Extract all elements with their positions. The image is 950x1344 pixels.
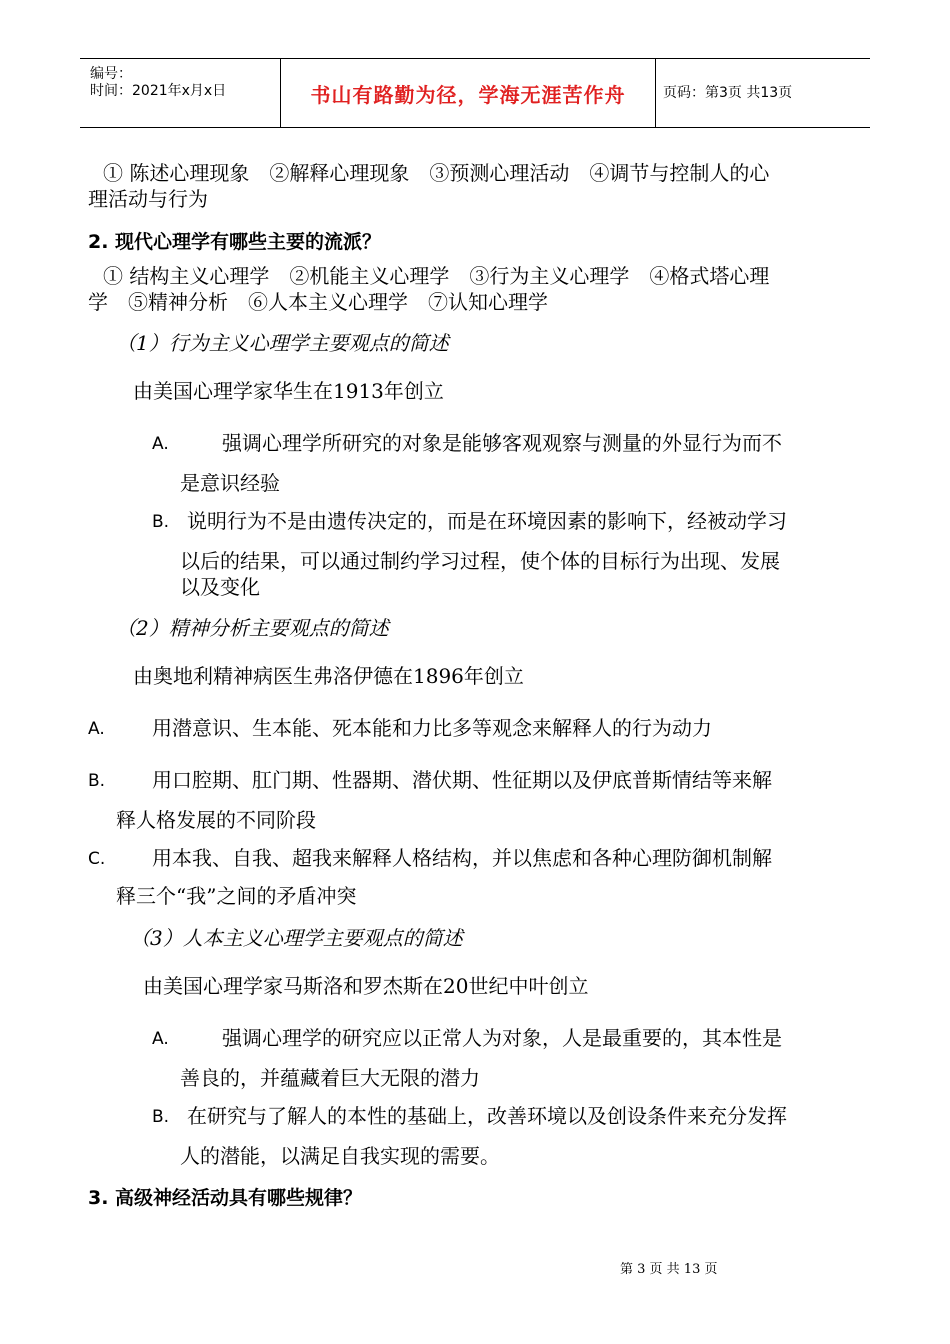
header-motto: 书山有路勤为径，学海无涯苦作舟	[310, 82, 626, 107]
s1-b-line3: 以及变化	[180, 575, 260, 599]
header-motto-cell	[280, 59, 656, 127]
s2-b-label: B.	[88, 771, 106, 791]
s2-b-line1: 用口腔期、肛门期、性器期、潜伏期、性征期以及伊底普斯情结等来解	[152, 768, 772, 792]
s2-title: （2）精神分析主要观点的简述	[116, 616, 389, 640]
p1-line1: ① 陈述心理现象 ②解释心理现象 ③预测心理活动 ④调节与控制人的心	[103, 161, 770, 185]
s2-a-line1: 用潜意识、生本能、死本能和力比多等观念来解释人的行为动力	[152, 716, 712, 740]
header-page-info: 页码：第3页 共13页	[663, 85, 793, 101]
s2-founder: 由奥地利精神病医生弗洛伊德在1896年创立	[133, 664, 524, 688]
s3-title: （3）人本主义心理学主要观点的简述	[130, 926, 463, 950]
q3-heading: 3. 高级神经活动具有哪些规律？	[88, 1187, 363, 1209]
s1-b-line2: 以后的结果，可以通过制约学习过程，使个体的目标行为出现、发展	[180, 549, 780, 573]
p1-line2: 理活动与行为	[88, 187, 208, 211]
s1-a-line2: 是意识经验	[180, 471, 280, 495]
s2-b-line2: 释人格发展的不同阶段	[116, 808, 316, 832]
s2-a-label: A.	[88, 719, 105, 739]
s1-b-line1: 说明行为不是由遗传决定的，而是在环境因素的影响下，经被动学习	[187, 509, 787, 533]
time-label: 时间：2021年x月x日	[90, 83, 227, 99]
s1-title: （1）行为主义心理学主要观点的简述	[116, 331, 449, 355]
q2-heading: 2. 现代心理学有哪些主要的流派？	[88, 231, 382, 253]
s3-b-line1: 在研究与了解人的本性的基础上，改善环境以及创设条件来充分发挥	[187, 1104, 787, 1128]
page-header	[80, 58, 870, 128]
s3-b-label: B.	[152, 1107, 170, 1127]
s3-founder: 由美国心理学家马斯洛和罗杰斯在20世纪中叶创立	[143, 974, 589, 998]
s1-b-label: B.	[152, 512, 170, 532]
header-page-cell	[655, 59, 878, 127]
q2-line2: 学 ⑤精神分析 ⑥人本主义心理学 ⑦认知心理学	[88, 290, 548, 314]
s3-a-line1: 强调心理学的研究应以正常人为对象，人是最重要的，其本性是	[222, 1026, 782, 1050]
number-label: 编号：	[90, 66, 132, 82]
page-footer: 第 3 页 共 13 页	[620, 1262, 718, 1277]
q2-line1: ① 结构主义心理学 ②机能主义心理学 ③行为主义心理学 ④格式塔心理	[103, 264, 770, 288]
s3-a-label: A.	[152, 1029, 169, 1049]
s3-a-line2: 善良的，并蕴藏着巨大无限的潜力	[180, 1066, 480, 1090]
s1-founder: 由美国心理学家华生在1913年创立	[133, 379, 444, 403]
s1-a-line1: 强调心理学所研究的对象是能够客观观察与测量的外显行为而不	[222, 431, 782, 455]
header-meta	[80, 59, 280, 127]
s2-c-line1: 用本我、自我、超我来解释人格结构，并以焦虑和各种心理防御机制解	[152, 846, 772, 870]
s2-c-label: C.	[88, 849, 106, 869]
s3-b-line2: 人的潜能，以满足自我实现的需要。	[180, 1144, 500, 1168]
s2-c-line2: 释三个“我”之间的矛盾冲突	[116, 884, 357, 908]
s1-a-label: A.	[152, 434, 169, 454]
